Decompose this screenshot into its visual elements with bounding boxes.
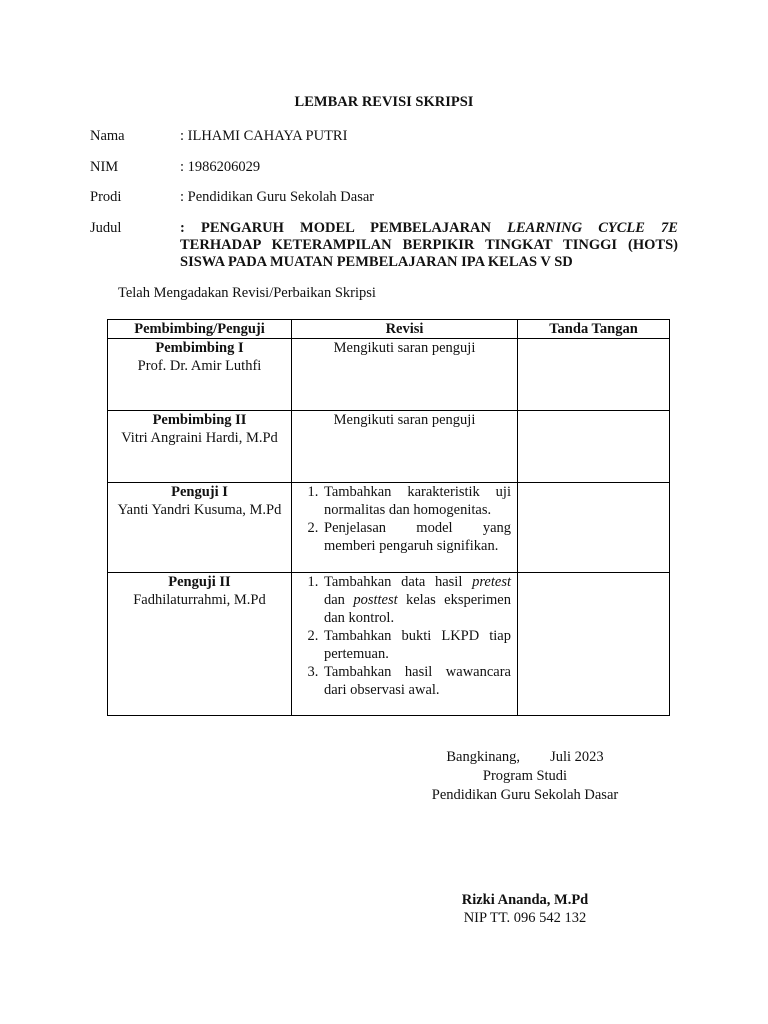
examiner-name: Vitri Angraini Hardi, M.Pd: [121, 430, 278, 446]
table-row: [108, 573, 670, 716]
signer-name: Rizki Ananda, M.Pd: [461, 892, 589, 908]
signature-cell: [518, 483, 670, 573]
item-text: kelas eksperimen dan kontrol.: [324, 592, 511, 626]
revision-item: 3. Tambahkan hasil wawancara dari observasi awal.: [322, 663, 511, 699]
table-row: [108, 339, 670, 411]
signature-cell: [518, 339, 670, 411]
signature-date-line: [420, 748, 630, 767]
intro-text: Telah Mengadakan Revisi/Perbaikan Skripsi: [118, 285, 376, 301]
signature-program: Pendidikan Guru Sekolah Dasar: [431, 787, 619, 803]
signer-block: [420, 891, 630, 927]
judul-suffix: TERHADAP KETERAMPILAN BERPIKIR TINGKAT TINGGI (HOTS) SISWA PADA MUATAN PEMBELAJARAN IPA KELAS V SD: [180, 237, 678, 270]
nama-label: Nama: [90, 128, 125, 144]
prodi-value: : Pendidikan Guru Sekolah Dasar: [180, 189, 375, 205]
signer-nip: NIP TT. 096 542 132: [463, 910, 587, 926]
revision-item: 2. Tambahkan bukti LKPD tiap pertemuan.: [322, 627, 511, 663]
signature-date: Juli 2023: [550, 749, 604, 765]
examiner-role: Penguji II: [168, 574, 231, 590]
revision-cell: Mengikuti saran penguji: [292, 339, 518, 411]
revision-item: 1. Tambahkan karakteristik uji normalitas dan homogenitas.: [322, 483, 511, 519]
nim-value: : 1986206029: [180, 159, 261, 175]
table-header-row: [108, 320, 670, 339]
table-row: [108, 483, 670, 573]
revision-cell: [292, 483, 518, 573]
revision-item: 2. Penjelasan model yang memberi pengaruh signifikan.: [322, 519, 511, 555]
judul-italic: LEARNING CYCLE 7E: [507, 220, 678, 236]
examiner-name: Fadhilaturrahmi, M.Pd: [133, 592, 266, 608]
judul-value: [180, 220, 678, 271]
table-row: [108, 411, 670, 483]
revision-item: [322, 573, 511, 627]
document-title: LEMBAR REVISI SKRIPSI: [294, 94, 474, 110]
signature-unit: Program Studi: [482, 768, 568, 784]
signature-place: Bangkinang,: [446, 749, 521, 765]
header-tanda-tangan: Tanda Tangan: [518, 320, 670, 339]
examiner-role: Pembimbing I: [155, 340, 244, 356]
judul-prefix: : PENGARUH MODEL PEMBELAJARAN: [180, 220, 508, 236]
examiner-name: Yanti Yandri Kusuma, M.Pd: [117, 502, 282, 518]
item-text: Tambahkan data hasil: [324, 574, 473, 590]
revision-cell: [292, 573, 518, 716]
header-pembimbing-penguji: Pembimbing/Penguji: [108, 320, 292, 339]
examiner-role: Penguji I: [171, 484, 228, 500]
prodi-label: Prodi: [90, 189, 122, 205]
revision-cell: Mengikuti saran penguji: [292, 411, 518, 483]
examiner-cell: [108, 483, 292, 573]
item-text: dan: [324, 592, 354, 608]
signature-cell: [518, 573, 670, 716]
header-revisi: Revisi: [292, 320, 518, 339]
examiner-cell: [108, 411, 292, 483]
item-italic-posttest: posttest: [353, 592, 398, 608]
nim-label: NIM: [90, 159, 119, 175]
examiner-cell: [108, 573, 292, 716]
signature-cell: [518, 411, 670, 483]
examiner-cell: [108, 339, 292, 411]
revision-list: [298, 573, 511, 699]
nama-value: : ILHAMI CAHAYA PUTRI: [180, 128, 348, 144]
examiner-role: Pembimbing II: [152, 412, 247, 428]
examiner-name: Prof. Dr. Amir Luthfi: [137, 358, 262, 374]
revision-list: [298, 483, 511, 555]
item-italic-pretest: pretest: [472, 574, 511, 590]
revision-table: [107, 319, 670, 716]
judul-label: Judul: [90, 220, 122, 236]
